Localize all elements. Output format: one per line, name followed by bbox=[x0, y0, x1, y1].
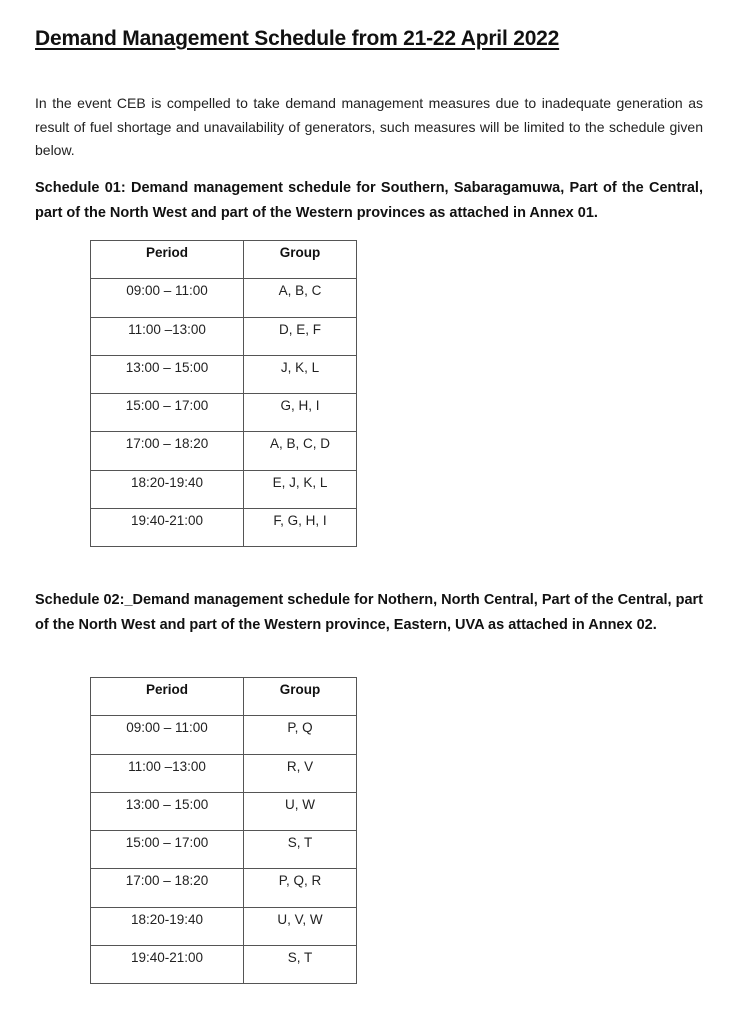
period-cell: 09:00 – 11:00 bbox=[91, 279, 244, 317]
schedule-02-heading: Schedule 02:_Demand management schedule for Nothern, North Central, Part of the Central, part of the North West and part of the Western province, Eastern, UVA as attached in Annex 02. bbox=[35, 592, 703, 633]
page-title: Demand Management Schedule from 21-22 April 2022 bbox=[35, 27, 560, 50]
period-cell: 17:00 – 18:20 bbox=[91, 432, 244, 470]
schedule-01-heading: Schedule 01: Demand management schedule for Southern, Sabaragamuwa, Part of the Central, part of the North West and part of the Western provinces as attached in Annex 01. bbox=[35, 180, 703, 221]
table-row bbox=[91, 869, 357, 907]
group-cell: S, T bbox=[244, 946, 357, 984]
period-cell: 19:40-21:00 bbox=[91, 946, 244, 984]
table-row bbox=[91, 509, 357, 547]
period-cell: 18:20-19:40 bbox=[91, 907, 244, 945]
table-row bbox=[91, 394, 357, 432]
table-row bbox=[91, 754, 357, 792]
table-row bbox=[91, 432, 357, 470]
period-cell: 19:40-21:00 bbox=[91, 509, 244, 547]
period-cell: 11:00 –13:00 bbox=[91, 754, 244, 792]
table-header-row bbox=[91, 241, 357, 279]
table-row bbox=[91, 470, 357, 508]
table-row bbox=[91, 355, 357, 393]
intro-paragraph: In the event CEB is compelled to take demand management measures due to inadequate generation as result of fuel shortage and unavailability of generators, such measures will be limited to the schedule given below. bbox=[35, 95, 703, 158]
period-cell: 18:20-19:40 bbox=[91, 470, 244, 508]
period-cell: 11:00 –13:00 bbox=[91, 317, 244, 355]
group-cell: U, V, W bbox=[244, 907, 357, 945]
table-row bbox=[91, 716, 357, 754]
group-cell: R, V bbox=[244, 754, 357, 792]
table-row bbox=[91, 946, 357, 984]
group-cell: S, T bbox=[244, 831, 357, 869]
group-cell: J, K, L bbox=[244, 355, 357, 393]
table-header-row bbox=[91, 678, 357, 716]
period-column-header: Period bbox=[91, 241, 244, 279]
table-row bbox=[91, 279, 357, 317]
period-cell: 15:00 – 17:00 bbox=[91, 831, 244, 869]
period-column-header: Period bbox=[91, 678, 244, 716]
group-cell: P, Q, R bbox=[244, 869, 357, 907]
table-row bbox=[91, 317, 357, 355]
group-cell: P, Q bbox=[244, 716, 357, 754]
group-cell: A, B, C, D bbox=[244, 432, 357, 470]
period-cell: 09:00 – 11:00 bbox=[91, 716, 244, 754]
group-cell: D, E, F bbox=[244, 317, 357, 355]
group-column-header: Group bbox=[244, 678, 357, 716]
table-row bbox=[91, 907, 357, 945]
period-cell: 13:00 – 15:00 bbox=[91, 355, 244, 393]
group-column-header: Group bbox=[244, 241, 357, 279]
period-cell: 13:00 – 15:00 bbox=[91, 792, 244, 830]
schedule-02-table bbox=[90, 677, 357, 984]
period-cell: 15:00 – 17:00 bbox=[91, 394, 244, 432]
group-cell: U, W bbox=[244, 792, 357, 830]
group-cell: A, B, C bbox=[244, 279, 357, 317]
table-row bbox=[91, 831, 357, 869]
group-cell: E, J, K, L bbox=[244, 470, 357, 508]
group-cell: G, H, I bbox=[244, 394, 357, 432]
schedule-01-table bbox=[90, 240, 357, 547]
table-row bbox=[91, 792, 357, 830]
period-cell: 17:00 – 18:20 bbox=[91, 869, 244, 907]
group-cell: F, G, H, I bbox=[244, 509, 357, 547]
